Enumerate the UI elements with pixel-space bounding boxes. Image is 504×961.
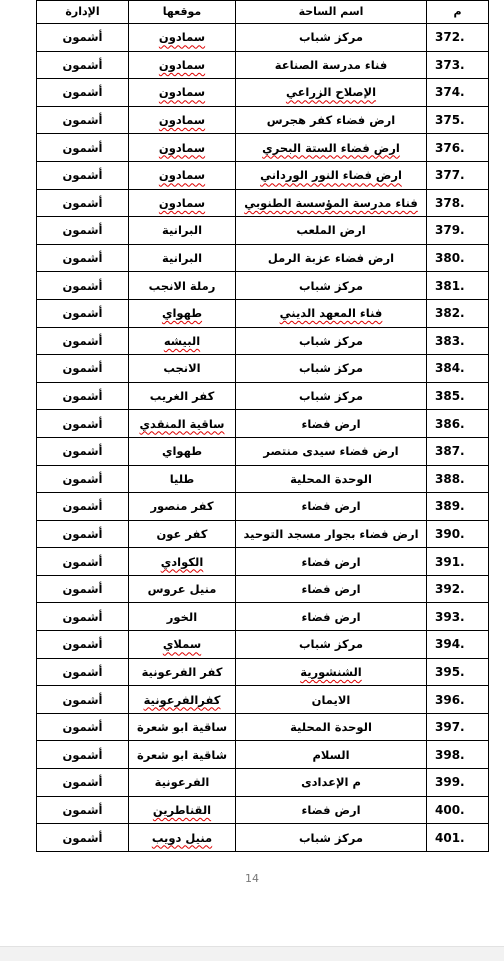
square-location: القناطرين [152,802,212,817]
row-number: 374. [435,85,465,100]
square-name: فناء مدرسة الصناعة [274,57,388,72]
square-name-cell [236,741,427,769]
square-location: ساقية المنقدي [139,416,225,431]
administration: أشمون [62,113,103,128]
row-number-cell [427,575,489,603]
square-name: ارض فضاء بجوار مسجد التوحيد [243,526,419,541]
square-location: البرانية [161,223,203,238]
row-number-cell [427,769,489,797]
square-location: سمادون [158,85,206,100]
square-name-cell [236,161,427,189]
administration: أشمون [62,416,103,431]
square-name: ارض فضاء [301,802,361,817]
square-location: طهواي [161,306,203,321]
square-name: مركز شباب [299,389,363,404]
administration-cell [37,24,129,52]
table-row [37,355,489,383]
square-name: الايمان [311,692,351,707]
square-location: البيشه [163,333,201,348]
row-number: 372. [435,30,465,45]
row-number: 387. [435,444,465,459]
administration-cell [37,713,129,741]
square-location: منيل عروس [147,582,217,597]
table-row [37,382,489,410]
table-row [37,658,489,686]
square-location: شاقية ابو شعرة [136,747,228,762]
square-name: ارض فضاء كفر هجرس [266,113,396,128]
square-location-cell [129,603,236,631]
square-location: سمادون [158,30,206,45]
row-number: 394. [435,637,465,652]
administration: أشمون [62,223,103,238]
square-location-cell [129,465,236,493]
square-name-cell [236,603,427,631]
square-name: الوحدة المحلية [290,720,372,735]
square-name: ارض فضاء الستة البحري [262,140,400,155]
table-row [37,24,489,52]
administration-cell [37,603,129,631]
row-number: 397. [435,720,465,735]
square-name-cell [236,134,427,162]
square-location-cell [129,824,236,852]
administration: أشمون [62,444,103,459]
administration: أشمون [62,140,103,155]
square-name-cell [236,299,427,327]
row-number: 380. [435,251,465,266]
square-location-cell [129,134,236,162]
square-name-cell [236,51,427,79]
administration-cell [37,520,129,548]
square-location-cell [129,299,236,327]
row-number-cell [427,658,489,686]
administration: أشمون [62,57,103,72]
administration-cell [37,299,129,327]
table-row [37,272,489,300]
square-location-cell [129,24,236,52]
square-name: ارض فضاء [301,554,361,569]
square-location-cell [129,244,236,272]
row-number: 401. [435,830,465,845]
square-name: ارض فضاء [301,582,361,597]
square-name-cell [236,548,427,576]
square-name-cell [236,658,427,686]
square-location-cell [129,631,236,659]
administration: أشمون [62,720,103,735]
square-name-cell [236,327,427,355]
square-name: السلام [312,747,350,762]
row-number: 379. [435,223,465,238]
square-location-cell [129,327,236,355]
row-number: 389. [435,499,465,514]
square-name: ارض فضاء [301,499,361,514]
administration-cell [37,134,129,162]
square-location-cell [129,272,236,300]
square-name: الشنشورية [300,664,362,679]
square-name-cell [236,824,427,852]
square-name: ارض فضاء النور الورداني [260,168,402,183]
row-number-cell [427,465,489,493]
table-row [37,134,489,162]
square-name-cell [236,244,427,272]
administration: أشمون [62,802,103,817]
administration: أشمون [62,306,103,321]
administration: أشمون [62,251,103,266]
square-name-cell [236,686,427,714]
administration: أشمون [62,499,103,514]
table-row [37,769,489,797]
row-number-cell [427,272,489,300]
row-number-cell [427,134,489,162]
administration: أشمون [62,278,103,293]
table-row [37,493,489,521]
administration-cell [37,106,129,134]
square-location-cell [129,382,236,410]
administration-cell [37,824,129,852]
square-name-cell [236,355,427,383]
header-square-name: اسم الساحة [236,1,427,24]
row-number: 373. [435,57,465,72]
square-location-cell [129,548,236,576]
row-number-cell [427,437,489,465]
square-name: الوحدة المحلية [290,471,372,486]
row-number-cell [427,603,489,631]
administration-cell [37,769,129,797]
square-location: سمادون [158,140,206,155]
administration-cell [37,548,129,576]
table-row [37,106,489,134]
square-location-cell [129,493,236,521]
administration: أشمون [62,664,103,679]
administration-cell [37,575,129,603]
square-name-cell [236,437,427,465]
row-number-cell [427,355,489,383]
square-name: فناء مدرسة المؤسسة الطنوبي [244,195,418,210]
square-location: ساقية ابو شعرة [136,720,228,735]
square-name-cell [236,106,427,134]
administration-cell [37,631,129,659]
square-location-cell [129,189,236,217]
row-number-cell [427,548,489,576]
administration-cell [37,189,129,217]
square-location: الانجب [163,361,201,376]
table-row [37,244,489,272]
table-row [37,217,489,245]
square-name: م الإعدادى [301,775,361,790]
square-location: طليا [169,471,195,486]
square-name: مركز شباب [299,361,363,376]
page-bottom-edge [0,946,504,961]
square-location: منيل دويب [151,830,213,845]
square-location: البرانية [161,251,203,266]
administration: أشمون [62,471,103,486]
administration: أشمون [62,85,103,100]
square-location: كفر منصور [150,499,214,514]
row-number-cell [427,824,489,852]
square-location: الفرعونية [154,775,210,790]
table-row [37,161,489,189]
square-location-cell [129,355,236,383]
header-administration: الإدارة [37,1,129,24]
row-number: 384. [435,361,465,376]
square-name: مركز شباب [299,278,363,293]
square-location-cell [129,796,236,824]
administration: أشمون [62,830,103,845]
administration-cell [37,493,129,521]
square-location-cell [129,51,236,79]
row-number-cell [427,631,489,659]
square-location-cell [129,410,236,438]
square-location-cell [129,437,236,465]
table-row [37,79,489,107]
square-location-cell [129,769,236,797]
table-row [37,327,489,355]
square-location: سملاي [162,637,202,652]
square-name: فناء المعهد الديني [279,306,383,321]
row-number-cell [427,741,489,769]
administration: أشمون [62,692,103,707]
table-header [37,1,489,24]
square-location-cell [129,217,236,245]
square-location-cell [129,161,236,189]
square-name: ارض الملعب [296,223,366,238]
table-row [37,437,489,465]
header-row [37,1,489,24]
header-num: م [427,1,489,24]
table-row [37,824,489,852]
square-location: كفر الغريب [149,389,215,404]
square-name-cell [236,631,427,659]
administration-cell [37,79,129,107]
table-row [37,299,489,327]
row-number-cell [427,244,489,272]
table-row [37,603,489,631]
administration-cell [37,51,129,79]
row-number-cell [427,24,489,52]
square-location: رملة الانجب [148,278,216,293]
administration: أشمون [62,168,103,183]
square-name: مركز شباب [299,637,363,652]
row-number-cell [427,79,489,107]
administration-cell [37,217,129,245]
square-name: ارض فضاء سيدى منتصر [263,444,399,459]
square-location-cell [129,686,236,714]
square-name-cell [236,410,427,438]
row-number-cell [427,520,489,548]
administration-cell [37,382,129,410]
table-row [37,520,489,548]
square-location-cell [129,713,236,741]
square-name-cell [236,272,427,300]
squares-table [36,0,489,852]
row-number-cell [427,382,489,410]
administration-cell [37,741,129,769]
row-number: 378. [435,195,465,210]
square-name-cell [236,217,427,245]
row-number: 390. [435,526,465,541]
square-location-cell [129,741,236,769]
squares-table-container [36,0,488,852]
square-name-cell [236,24,427,52]
square-name-cell [236,189,427,217]
table-row [37,51,489,79]
square-name-cell [236,769,427,797]
administration: أشمون [62,526,103,541]
table-row [37,713,489,741]
administration: أشمون [62,333,103,348]
row-number: 400. [435,802,465,817]
row-number-cell [427,106,489,134]
square-name-cell [236,713,427,741]
administration: أشمون [62,361,103,376]
administration: أشمون [62,775,103,790]
administration-cell [37,327,129,355]
row-number: 398. [435,747,465,762]
square-location: كفرالفرعونية [143,692,221,707]
square-location: سمادون [158,195,206,210]
row-number: 399. [435,775,465,790]
row-number: 386. [435,416,465,431]
square-name-cell [236,493,427,521]
square-location-cell [129,106,236,134]
row-number-cell [427,161,489,189]
row-number: 383. [435,333,465,348]
square-name: مركز شباب [299,333,363,348]
row-number-cell [427,51,489,79]
table-row [37,741,489,769]
administration-cell [37,658,129,686]
square-name-cell [236,79,427,107]
row-number-cell [427,686,489,714]
square-name-cell [236,796,427,824]
administration-cell [37,686,129,714]
administration: أشمون [62,637,103,652]
row-number: 385. [435,389,465,404]
administration-cell [37,796,129,824]
page-number: 14 [245,872,259,885]
row-number: 375. [435,113,465,128]
square-location: سمادون [158,168,206,183]
square-name: مركز شباب [299,30,363,45]
row-number-cell [427,713,489,741]
square-name-cell [236,382,427,410]
row-number: 393. [435,609,465,624]
row-number: 395. [435,664,465,679]
row-number-cell [427,299,489,327]
row-number-cell [427,217,489,245]
square-name-cell [236,575,427,603]
row-number: 381. [435,278,465,293]
square-location: كفر عون [156,526,208,541]
square-location-cell [129,658,236,686]
row-number: 376. [435,140,465,155]
administration-cell [37,437,129,465]
administration: أشمون [62,30,103,45]
header-location: موقعها [129,1,236,24]
square-location: سمادون [158,113,206,128]
administration: أشمون [62,747,103,762]
square-name-cell [236,465,427,493]
square-name: الإصلاح الزراعي [285,85,377,100]
row-number: 392. [435,582,465,597]
row-number-cell [427,189,489,217]
row-number: 377. [435,168,465,183]
square-location: الكوادي [160,554,204,569]
table-row [37,575,489,603]
row-number: 396. [435,692,465,707]
administration-cell [37,465,129,493]
administration-cell [37,355,129,383]
row-number: 382. [435,306,465,321]
table-row [37,410,489,438]
administration-cell [37,410,129,438]
square-location: كفر الفرعونية [141,664,223,679]
row-number-cell [427,796,489,824]
table-row [37,796,489,824]
square-name: ارض فضاء عزبة الرمل [267,251,395,266]
administration: أشمون [62,554,103,569]
table-row [37,548,489,576]
row-number-cell [427,493,489,521]
administration-cell [37,244,129,272]
row-number-cell [427,410,489,438]
administration: أشمون [62,609,103,624]
row-number-cell [427,327,489,355]
table-row [37,189,489,217]
square-location-cell [129,575,236,603]
square-location-cell [129,79,236,107]
table-row [37,631,489,659]
square-name: ارض فضاء [301,609,361,624]
row-number: 388. [435,471,465,486]
administration-cell [37,161,129,189]
row-number: 391. [435,554,465,569]
square-name: ارض فضاء [301,416,361,431]
square-location: سمادون [158,57,206,72]
administration: أشمون [62,389,103,404]
table-row [37,686,489,714]
square-location-cell [129,520,236,548]
square-location: الخور [166,609,198,624]
table-body [37,24,489,852]
square-name: مركز شباب [299,830,363,845]
administration-cell [37,272,129,300]
administration: أشمون [62,195,103,210]
table-row [37,465,489,493]
square-location: طهواي [161,444,203,459]
administration: أشمون [62,582,103,597]
square-name-cell [236,520,427,548]
